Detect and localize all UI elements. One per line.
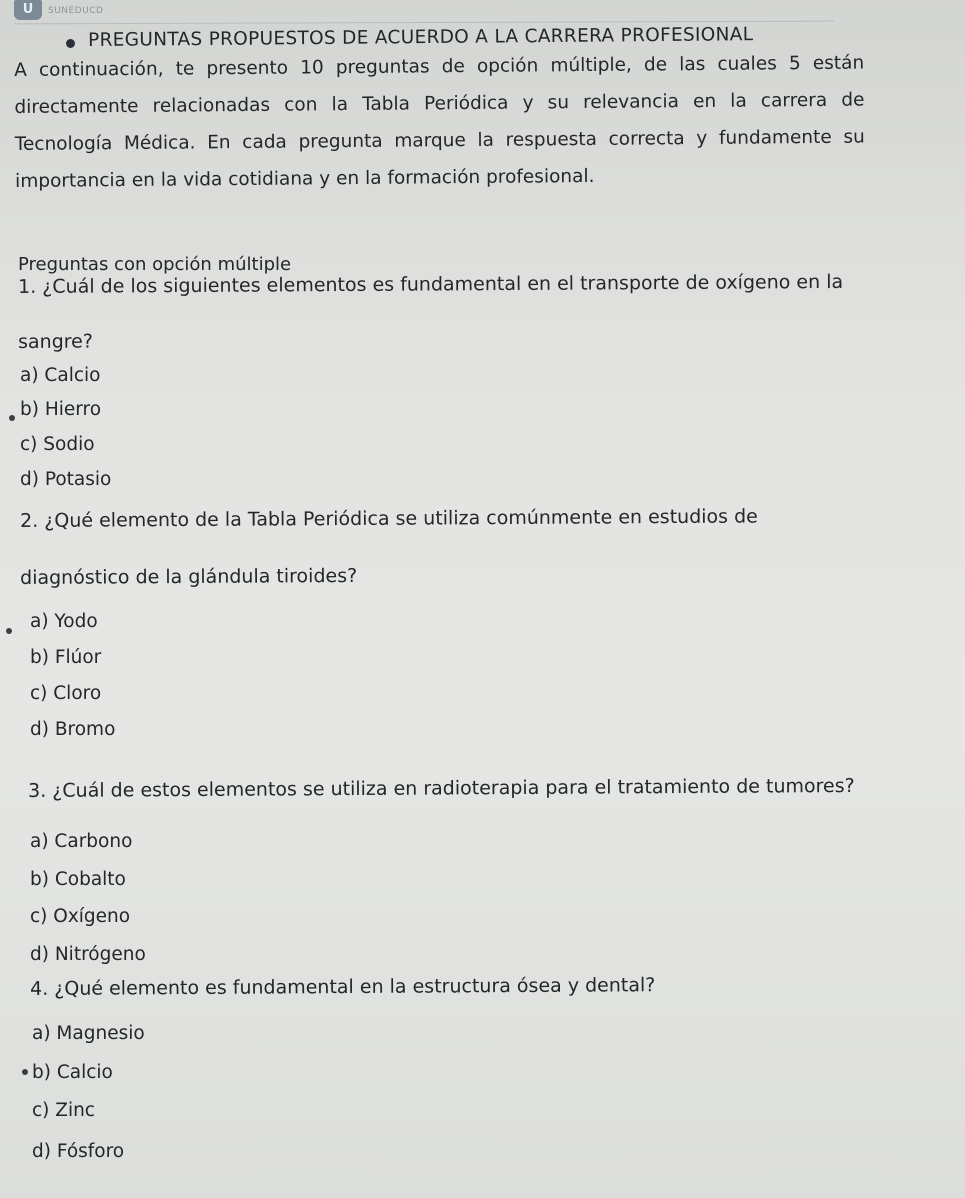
question-4-option-a[interactable]: a) Magnesio <box>32 1023 145 1044</box>
section-label: Preguntas con opción múltiple <box>18 254 292 275</box>
question-1-option-b[interactable]: b) Hierro <box>20 399 102 420</box>
question-3-option-a[interactable]: a) Carbono <box>30 831 133 852</box>
question-4-option-c[interactable]: c) Zinc <box>32 1100 95 1121</box>
question-3-option-d[interactable]: d) Nitrógeno <box>30 944 146 965</box>
question-1-text-line2: sangre? <box>18 330 93 353</box>
question-2-option-c[interactable]: c) Cloro <box>30 683 102 704</box>
selected-mark-icon <box>9 415 15 421</box>
intro-paragraph: A continuación, te presento 10 preguntas de opción múltiple, de las cuales 5 están directamente relacionadas con la Tabla Periódica y su relevancia en la carrera de Tecnología Médica. En cada pregunta marque la respuesta correcta y fundamente su importancia en la vida cotidiana y en la formación profesional. <box>14 52 865 192</box>
question-4-option-b[interactable]: b) Calcio <box>32 1062 113 1083</box>
selected-mark-icon <box>6 628 12 634</box>
document-header <box>0 0 965 28</box>
question-2-text-line2: diagnóstico de la glándula tiroides? <box>20 564 358 589</box>
question-1-option-c[interactable]: c) Sodio <box>20 434 95 455</box>
question-2-option-d[interactable]: d) Bromo <box>30 719 116 740</box>
question-3-option-b[interactable]: b) Cobalto <box>30 869 126 890</box>
institution-name: SUNEDUCD <box>48 6 104 16</box>
institution-logo: U <box>14 0 42 20</box>
question-3-text: 3. ¿Cuál de estos elementos se utiliza en radioterapia para el tratamiento de tumores? <box>28 774 855 802</box>
question-1-option-d[interactable]: d) Potasio <box>20 469 112 490</box>
question-3-option-c[interactable]: c) Oxígeno <box>30 906 131 927</box>
question-1-text-line1: 1. ¿Cuál de los siguientes elementos es fundamental en el transporte de oxígeno en la <box>18 270 844 298</box>
question-1-option-a[interactable]: a) Calcio <box>20 365 101 386</box>
bullet-icon <box>66 39 75 48</box>
question-4-option-d[interactable]: d) Fósforo <box>32 1141 125 1162</box>
selected-mark-icon <box>22 1069 28 1075</box>
question-2-text-line1: 2. ¿Qué elemento de la Tabla Periódica se utiliza comúnmente en estudios de <box>20 505 758 532</box>
page-title: PREGUNTAS PROPUESTOS DE ACUERDO A LA CARRERA PROFESIONAL <box>88 24 754 51</box>
question-4-text: 4. ¿Qué elemento es fundamental en la estructura ósea y dental? <box>30 974 656 1000</box>
question-2-option-a[interactable]: a) Yodo <box>30 611 98 632</box>
question-2-option-b[interactable]: b) Flúor <box>30 647 102 668</box>
